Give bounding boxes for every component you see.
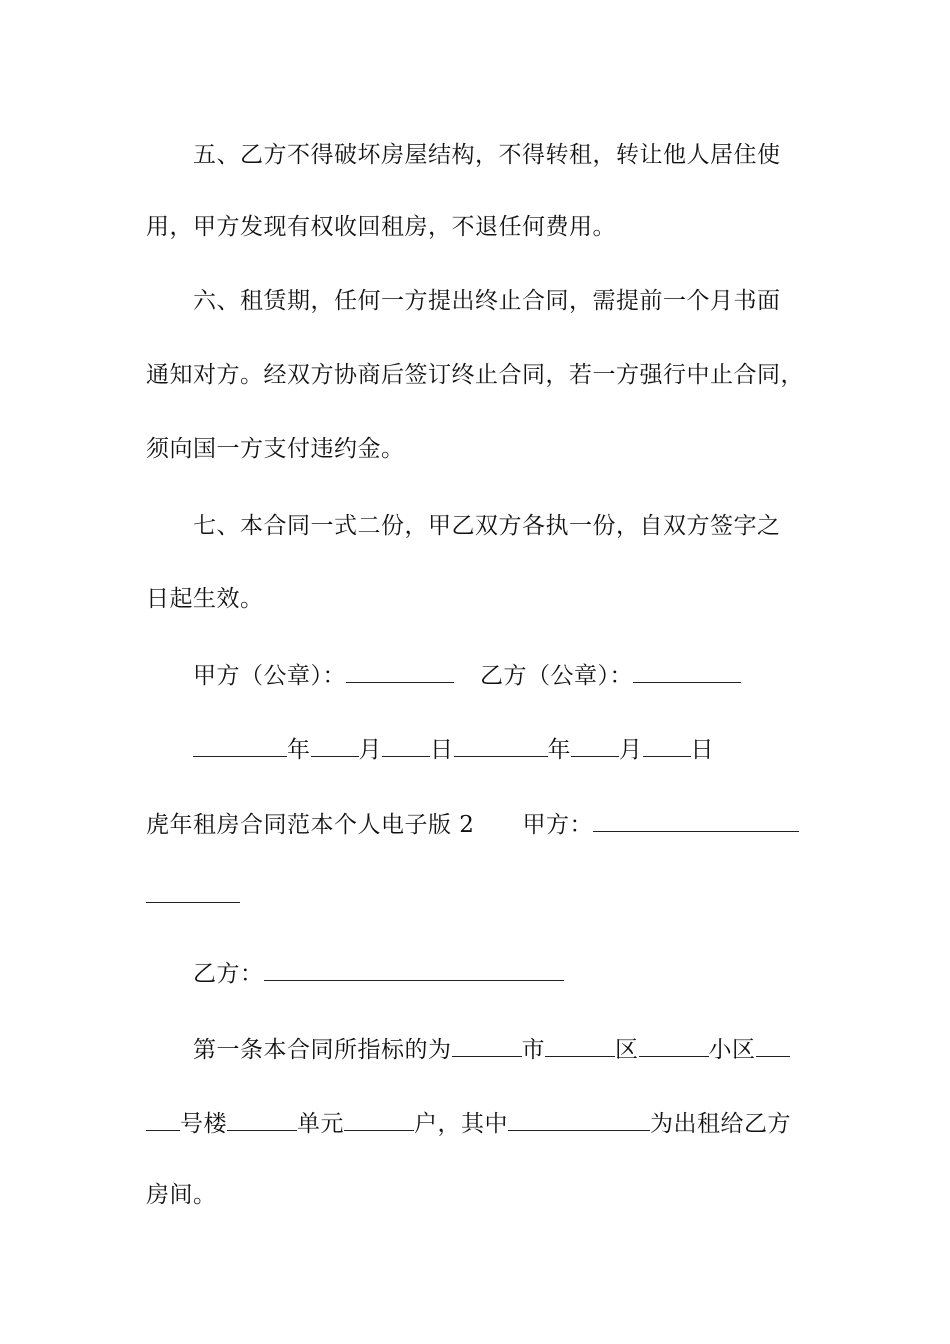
clause-six-line-2: 通知对方。经双方协商后签订终止合同，若一方强行中止合同， xyxy=(146,362,804,388)
party-a-label: 甲方： xyxy=(522,812,593,838)
year-b-label: 年 xyxy=(547,737,571,763)
unit-label: 单元 xyxy=(297,1111,344,1137)
day-b-label: 日 xyxy=(690,737,714,763)
article-one-prefix: 第一条本合同所指标的为 xyxy=(193,1037,452,1063)
party-b-label: 乙方： xyxy=(193,961,264,987)
date-line xyxy=(193,734,714,765)
building-blank-end xyxy=(146,1108,180,1131)
article-one-line-3: 房间。 xyxy=(146,1182,217,1208)
article-one-line-2 xyxy=(146,1108,791,1139)
party-b-line xyxy=(193,958,564,989)
unit-blank xyxy=(227,1108,297,1131)
year-b-blank xyxy=(454,734,548,757)
party-a-blank-continued-line xyxy=(146,880,240,911)
month-a-blank xyxy=(311,734,359,757)
party-b-seal-blank xyxy=(633,660,741,683)
community-blank xyxy=(639,1034,709,1057)
party-a-blank xyxy=(593,809,799,832)
article-one-line-1 xyxy=(193,1034,790,1065)
household-blank xyxy=(344,1108,414,1131)
household-label: 户，其中 xyxy=(414,1111,508,1137)
rent-room-blank xyxy=(508,1108,650,1131)
community-label: 小区 xyxy=(708,1037,756,1063)
month-b-blank xyxy=(571,734,619,757)
party-a-seal-blank xyxy=(346,660,454,683)
month-a-label: 月 xyxy=(358,737,382,763)
party-a-seal-label: 甲方（公章）： xyxy=(193,663,346,689)
building-label: 号楼 xyxy=(180,1111,227,1137)
seal-line xyxy=(193,660,741,691)
city-blank xyxy=(452,1034,522,1057)
clause-five-line-2: 用，甲方发现有权收回租房，不退任何费用。 xyxy=(146,214,616,240)
clause-six-line-3: 须向国一方支付违约金。 xyxy=(146,436,405,462)
district-label: 区 xyxy=(615,1037,639,1063)
party-b-seal-label: 乙方（公章）： xyxy=(480,663,633,689)
district-blank xyxy=(545,1034,615,1057)
day-a-blank xyxy=(382,734,430,757)
month-b-label: 月 xyxy=(619,737,643,763)
rent-to-label: 为出租给乙方 xyxy=(650,1111,791,1137)
building-blank-start xyxy=(756,1034,790,1057)
party-b-blank xyxy=(264,958,564,981)
year-a-label: 年 xyxy=(287,737,311,763)
second-contract-title: 虎年租房合同范本个人电子版 2 xyxy=(146,812,475,838)
day-a-label: 日 xyxy=(430,737,454,763)
day-b-blank xyxy=(643,734,691,757)
clause-five-line-1: 五、乙方不得破坏房屋结构，不得转租，转让他人居住使 xyxy=(193,142,781,168)
clause-six-line-1: 六、租赁期，任何一方提出终止合同，需提前一个月书面 xyxy=(193,288,781,314)
clause-seven-line-1: 七、本合同一式二份，甲乙双方各执一份，自双方签字之 xyxy=(193,513,781,539)
city-label: 市 xyxy=(521,1037,545,1063)
year-a-blank xyxy=(193,734,287,757)
clause-seven-line-2: 日起生效。 xyxy=(146,586,264,612)
second-contract-title-line xyxy=(146,809,799,840)
party-a-blank-continued xyxy=(146,880,240,903)
